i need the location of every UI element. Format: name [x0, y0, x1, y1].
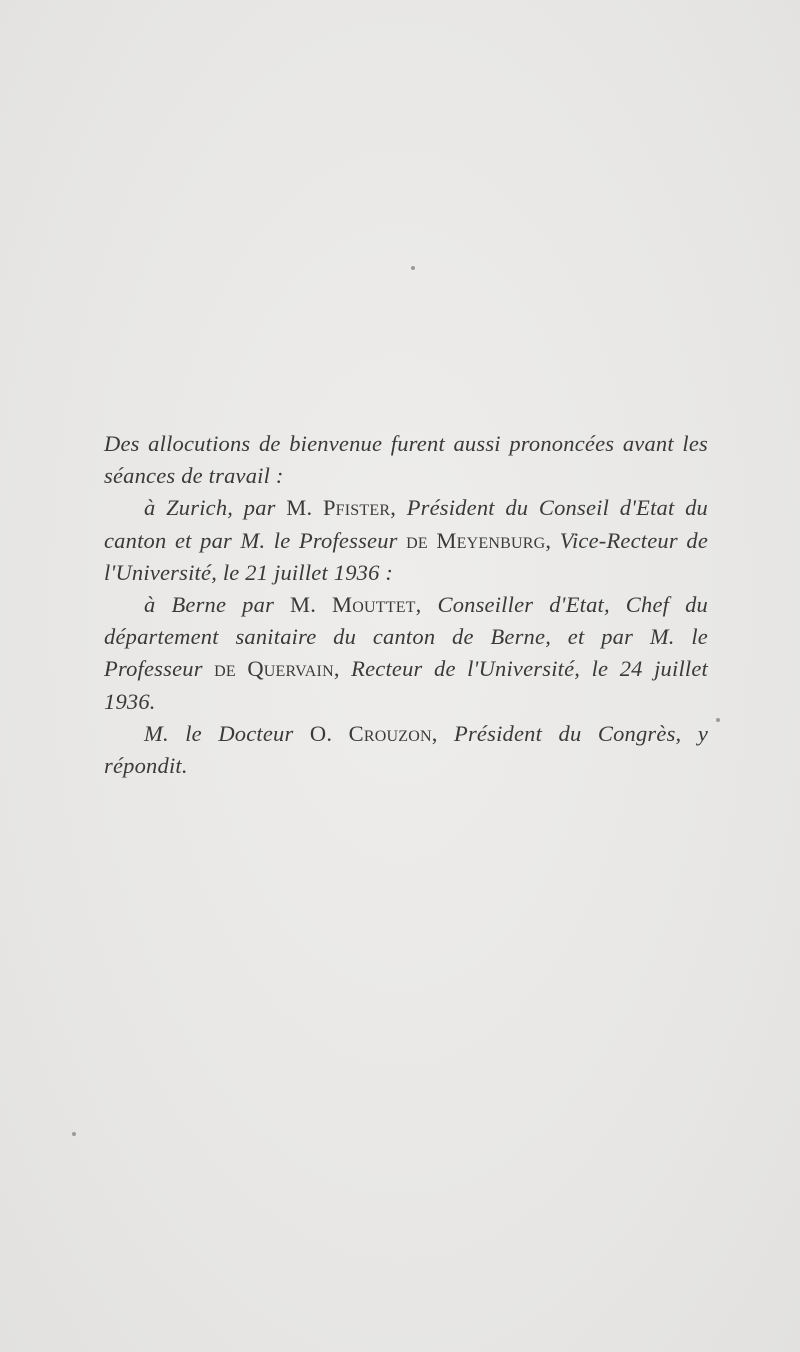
berne-speaker-name: Mouttet [332, 592, 416, 618]
paragraph-zurich [104, 492, 708, 589]
paper-speck [411, 266, 415, 270]
paragraph-intro [104, 428, 708, 492]
body-text [104, 428, 708, 782]
response-lead: M. le Docteur [144, 720, 310, 746]
response-comma: , [431, 720, 455, 746]
response-initial: O. [309, 720, 349, 746]
berne-professor-name: de Quervain [214, 656, 334, 682]
paper-speck [716, 718, 720, 722]
response-text: Président du Congrès, y répondit. [104, 720, 709, 779]
berne-lead: à Berne par [144, 592, 291, 618]
zurich-role: Président du Conseil d'Etat du canton et par M. le Professeur [104, 495, 708, 553]
paragraph-response [104, 718, 708, 782]
paragraph-berne [104, 589, 708, 718]
berne-date: Recteur de l'Université, le 24 juillet 1936. [104, 656, 708, 714]
zurich-comma-2: , [545, 527, 560, 553]
zurich-lead: à Zurich, par [144, 495, 287, 521]
zurich-date: Vice-Recteur de l'Université, le 21 juillet 1936 : [104, 527, 709, 585]
zurich-title: M. [286, 495, 323, 521]
zurich-comma: , [390, 495, 407, 521]
berne-title: M. [290, 592, 333, 618]
berne-role: Conseiller d'Etat, Chef du département sanitaire du canton de Berne, et par M. le Professeur [104, 592, 708, 682]
intro-text: Des allocutions de bienvenue furent aussi prononcées avant les séances de travail : [104, 431, 708, 489]
response-name: Crouzon [348, 720, 432, 746]
berne-comma: , [415, 592, 438, 618]
berne-comma-2: , [333, 656, 352, 682]
zurich-speaker-name: Pfister [322, 495, 391, 521]
zurich-professor-name: de Meyenburg [406, 527, 546, 553]
paper-speck [72, 1132, 76, 1136]
